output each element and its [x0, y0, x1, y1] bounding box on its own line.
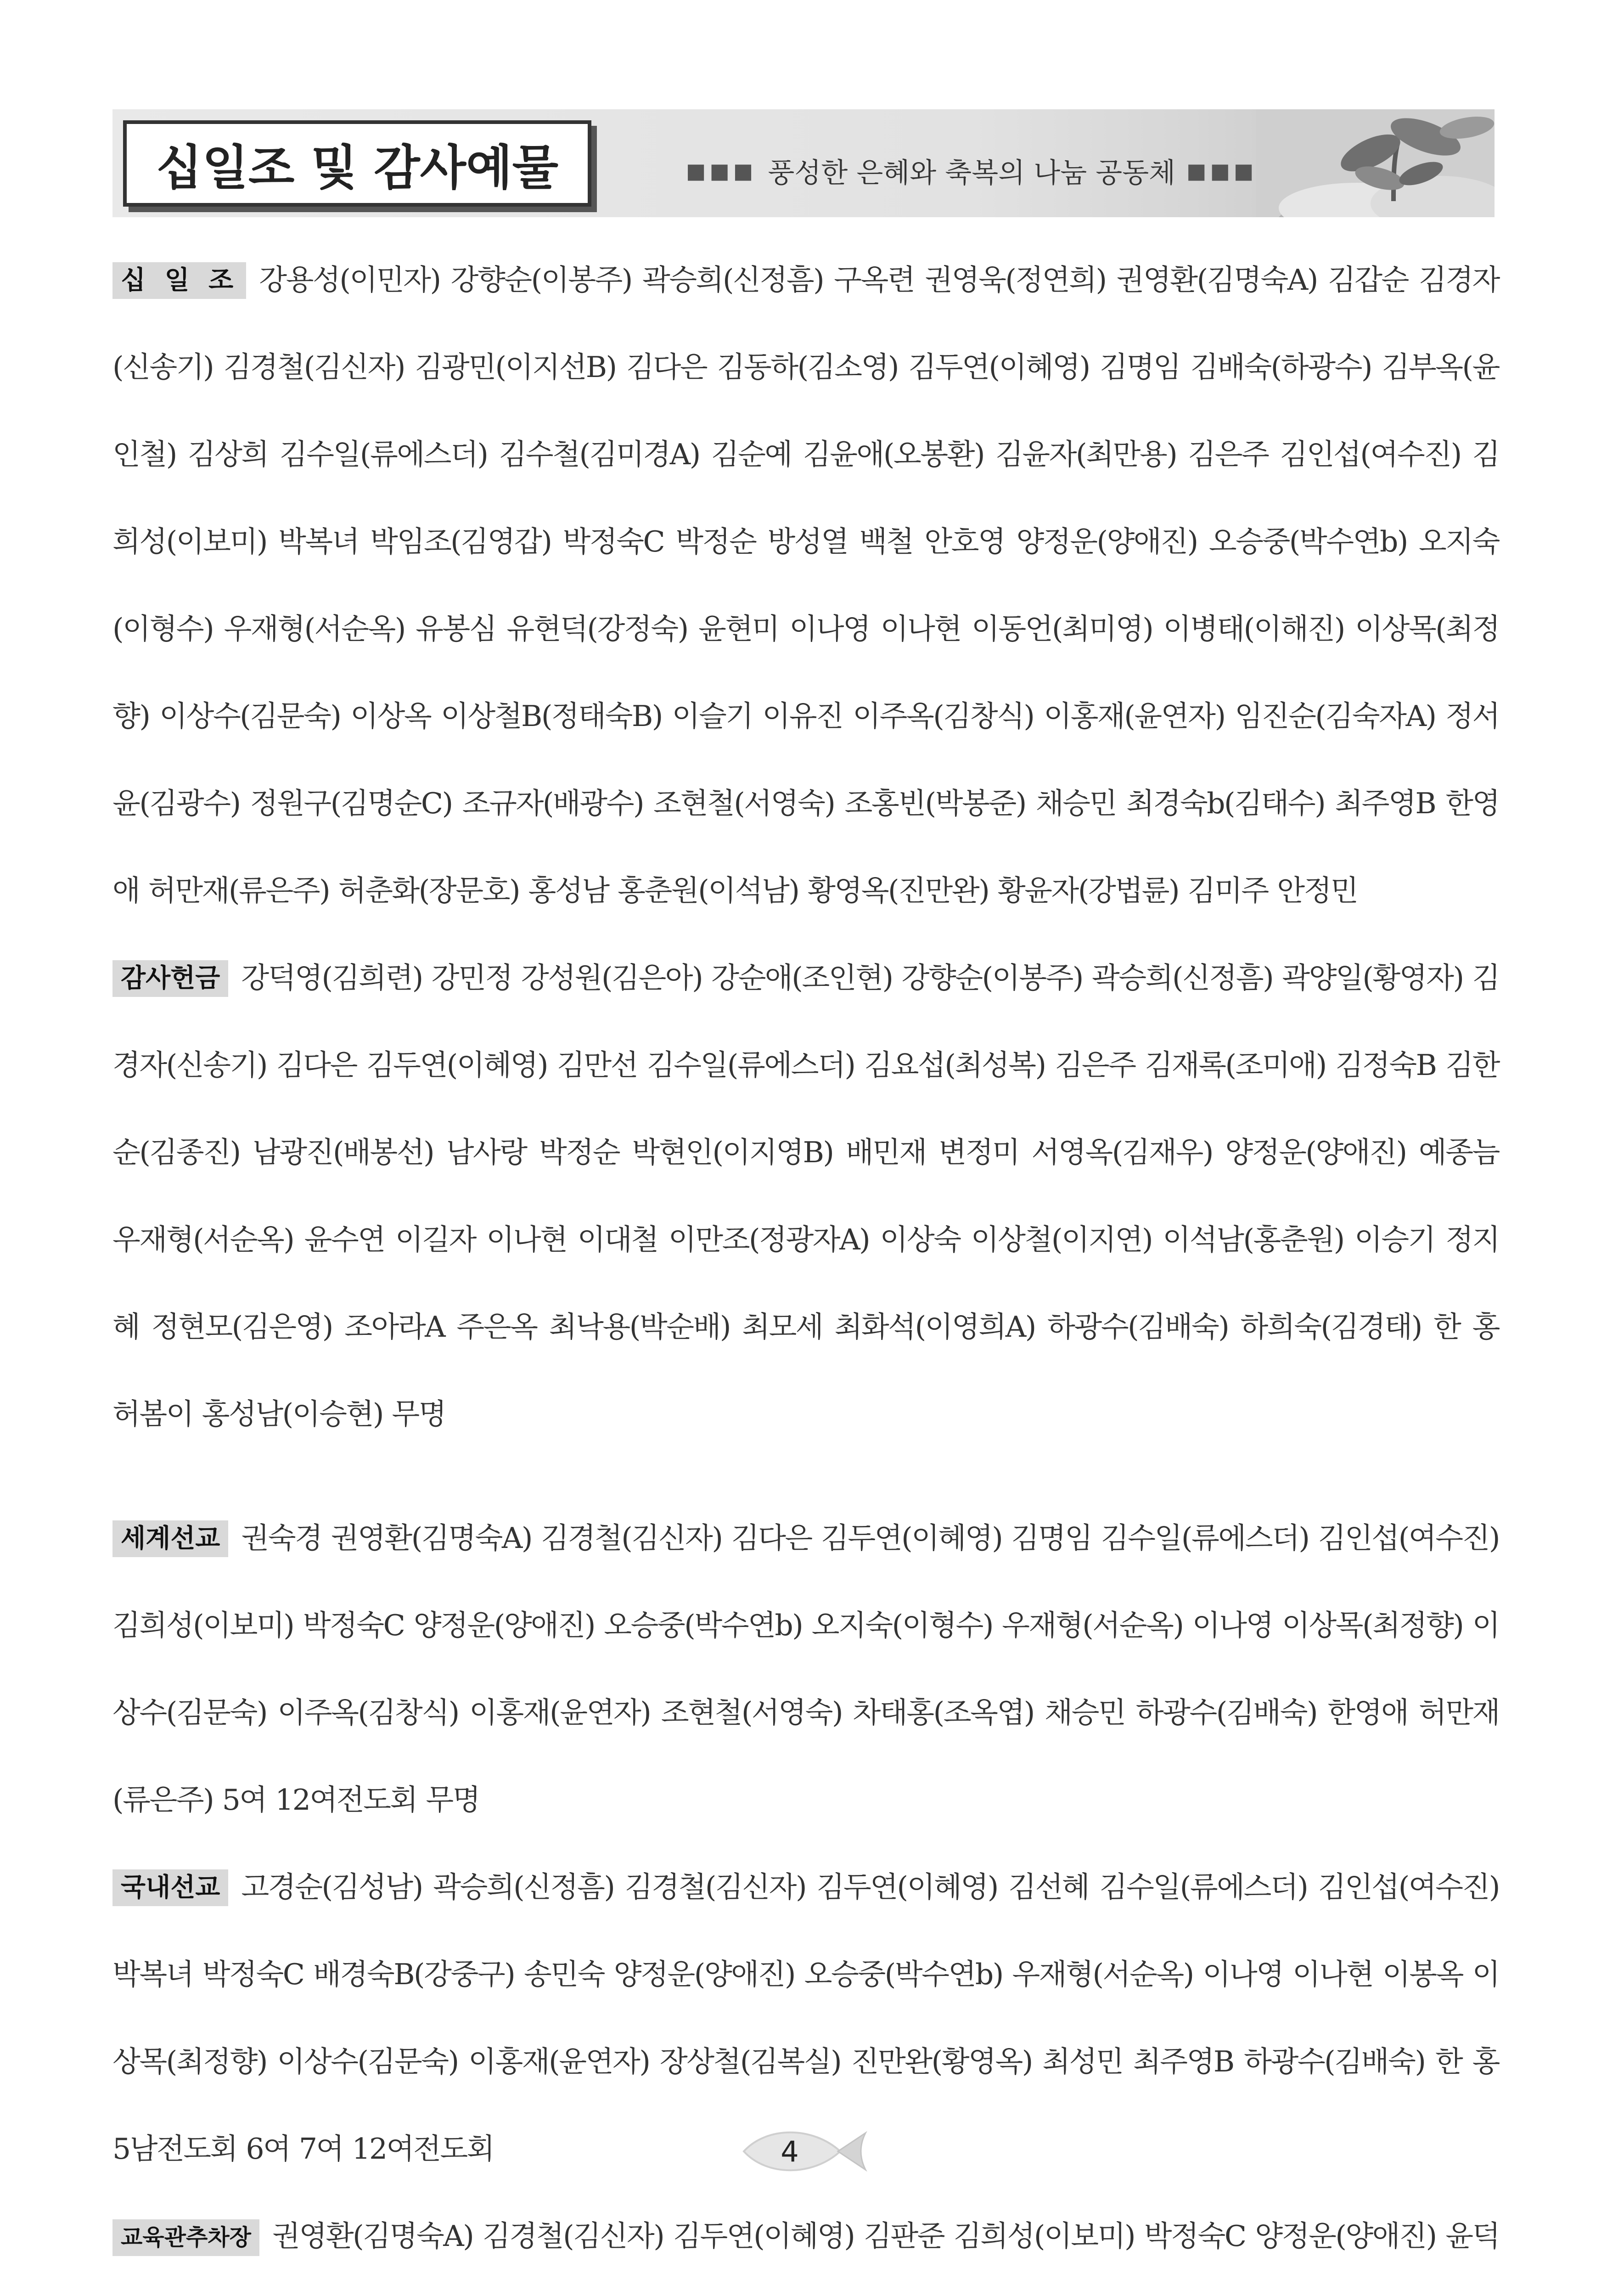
- page-subtitle: 풍성한 은혜와 축복의 나눔 공동체: [768, 157, 1176, 189]
- section-label: 세계선교: [112, 1520, 228, 1557]
- section-label: 십 일 조: [112, 262, 246, 299]
- section-label: 국내선교: [112, 1869, 228, 1906]
- page-number-badge: [735, 2122, 872, 2181]
- title-box: [123, 120, 591, 207]
- sprout-in-hands-image: [1256, 109, 1495, 217]
- section-names: 권영환(김명숙A) 김경철(김신자) 김두연(이혜영) 김판준 김희성(이보미) 박정숙C 양정운(양애진) 윤덕: [272, 2219, 1499, 2253]
- subtitle-row: [675, 148, 1269, 194]
- decorative-dots-left: ■■■: [686, 158, 757, 183]
- section-thanksgiving: [112, 934, 1499, 1458]
- section-tithe: [112, 236, 1499, 934]
- section-label: 감사헌금: [112, 960, 228, 997]
- page-number: 4: [781, 2134, 799, 2168]
- page-title: 십일조 및 감사예물: [156, 140, 559, 196]
- section-names: 권숙경 권영환(김명숙A) 김경철(김신자) 김다은 김두연(이혜영) 김명임 김수일(류에스더) 김인섭(여수진) 김희성(이보미) 박정숙C 양정운(양애진) 오승중(박수연b) 오지숙(이형수) 우재형(서순옥) 이나영 이상목(최정향) 이상수(김문숙) 이주옥(김창식) 이홍재(윤연자) 조현철(서영숙) 차태홍(조옥엽) 채승민 하광수(김배숙) 한영애 허만재(류은주) 5여 12여전도회 무명: [112, 1521, 1499, 1817]
- section-names: 고경순(김성남) 곽승희(신정흠) 김경철(김신자) 김두연(이혜영) 김선혜 김수일(류에스더) 김인섭(여수진) 박복녀 박정숙C 배경숙B(강중구) 송민숙 양정운(양애진) 오승중(박수연b) 우재형(서순옥) 이나영 이나현 이봉옥 이상목(최정향) 이상수(김문숙) 이홍재(윤연자) 장상철(김복실) 진만완(황영옥) 최성민 최주영B 하광수(김배숙) 한 홍 5남전도회 6여 7여 12여전도회: [112, 1870, 1499, 2166]
- section-education-parking: [112, 2193, 1499, 2296]
- offering-list: [112, 236, 1499, 2296]
- section-world-mission: [112, 1495, 1499, 1844]
- section-names: 강덕영(김희련) 강민정 강성원(김은아) 강순애(조인현) 강향순(이봉주) 곽승희(신정흠) 곽양일(황영자) 김경자(신송기) 김다은 김두연(이혜영) 김만선 김수일(류에스더) 김요섭(최성복) 김은주 김재록(조미애) 김정숙B 김한순(김종진) 남광진(배봉선) 남사랑 박정순 박현인(이지영B) 배민재 변정미 서영옥(김재우) 양정운(양애진) 예종늠 우재형(서순옥) 윤수연 이길자 이나현 이대철 이만조(정광자A) 이상숙 이상철(이지연) 이석남(홍춘원) 이승기 정지혜 정현모(김은영) 조아라A 주은옥 최낙용(박순배) 최모세 최화석(이영희A) 하광수(김배숙) 하희숙(김경태) 한 홍 허봄이 홍성남(이승현) 무명: [112, 961, 1499, 1431]
- section-label: 교육관추차장: [112, 2219, 259, 2256]
- section-names: 강용성(이민자) 강향순(이봉주) 곽승희(신정흠) 구옥련 권영욱(정연희) 권영환(김명숙A) 김갑순 김경자(신송기) 김경철(김신자) 김광민(이지선B) 김다은 김동하(김소영) 김두연(이혜영) 김명임 김배숙(하광수) 김부옥(윤인철) 김상희 김수일(류에스더) 김수철(김미경A) 김순예 김윤애(오봉환) 김윤자(최만용) 김은주 김인섭(여수진) 김희성(이보미) 박복녀 박임조(김영갑) 박정숙C 박정순 방성열 백철 안호영 양정운(양애진) 오승중(박수연b) 오지숙(이형수) 우재형(서순옥) 유봉심 유현덕(강정숙) 윤현미 이나영 이나현 이동언(최미영) 이병태(이해진) 이상목(최정향) 이상수(김문숙) 이상옥 이상철B(정태숙B) 이슬기 이유진 이주옥(김창식) 이홍재(윤연자) 임진순(김숙자A) 정서윤(김광수) 정원구(김명순C) 조규자(배광수) 조현철(서영숙) 조홍빈(박봉준) 채승민 최경숙b(김태수) 최주영B 한영애 허만재(류은주) 허춘화(장문호) 홍성남 홍춘원(이석남) 황영옥(진만완) 황윤자(강법륜) 김미주 안정민: [112, 263, 1499, 907]
- decorative-dots-right: ■■■: [1186, 158, 1258, 183]
